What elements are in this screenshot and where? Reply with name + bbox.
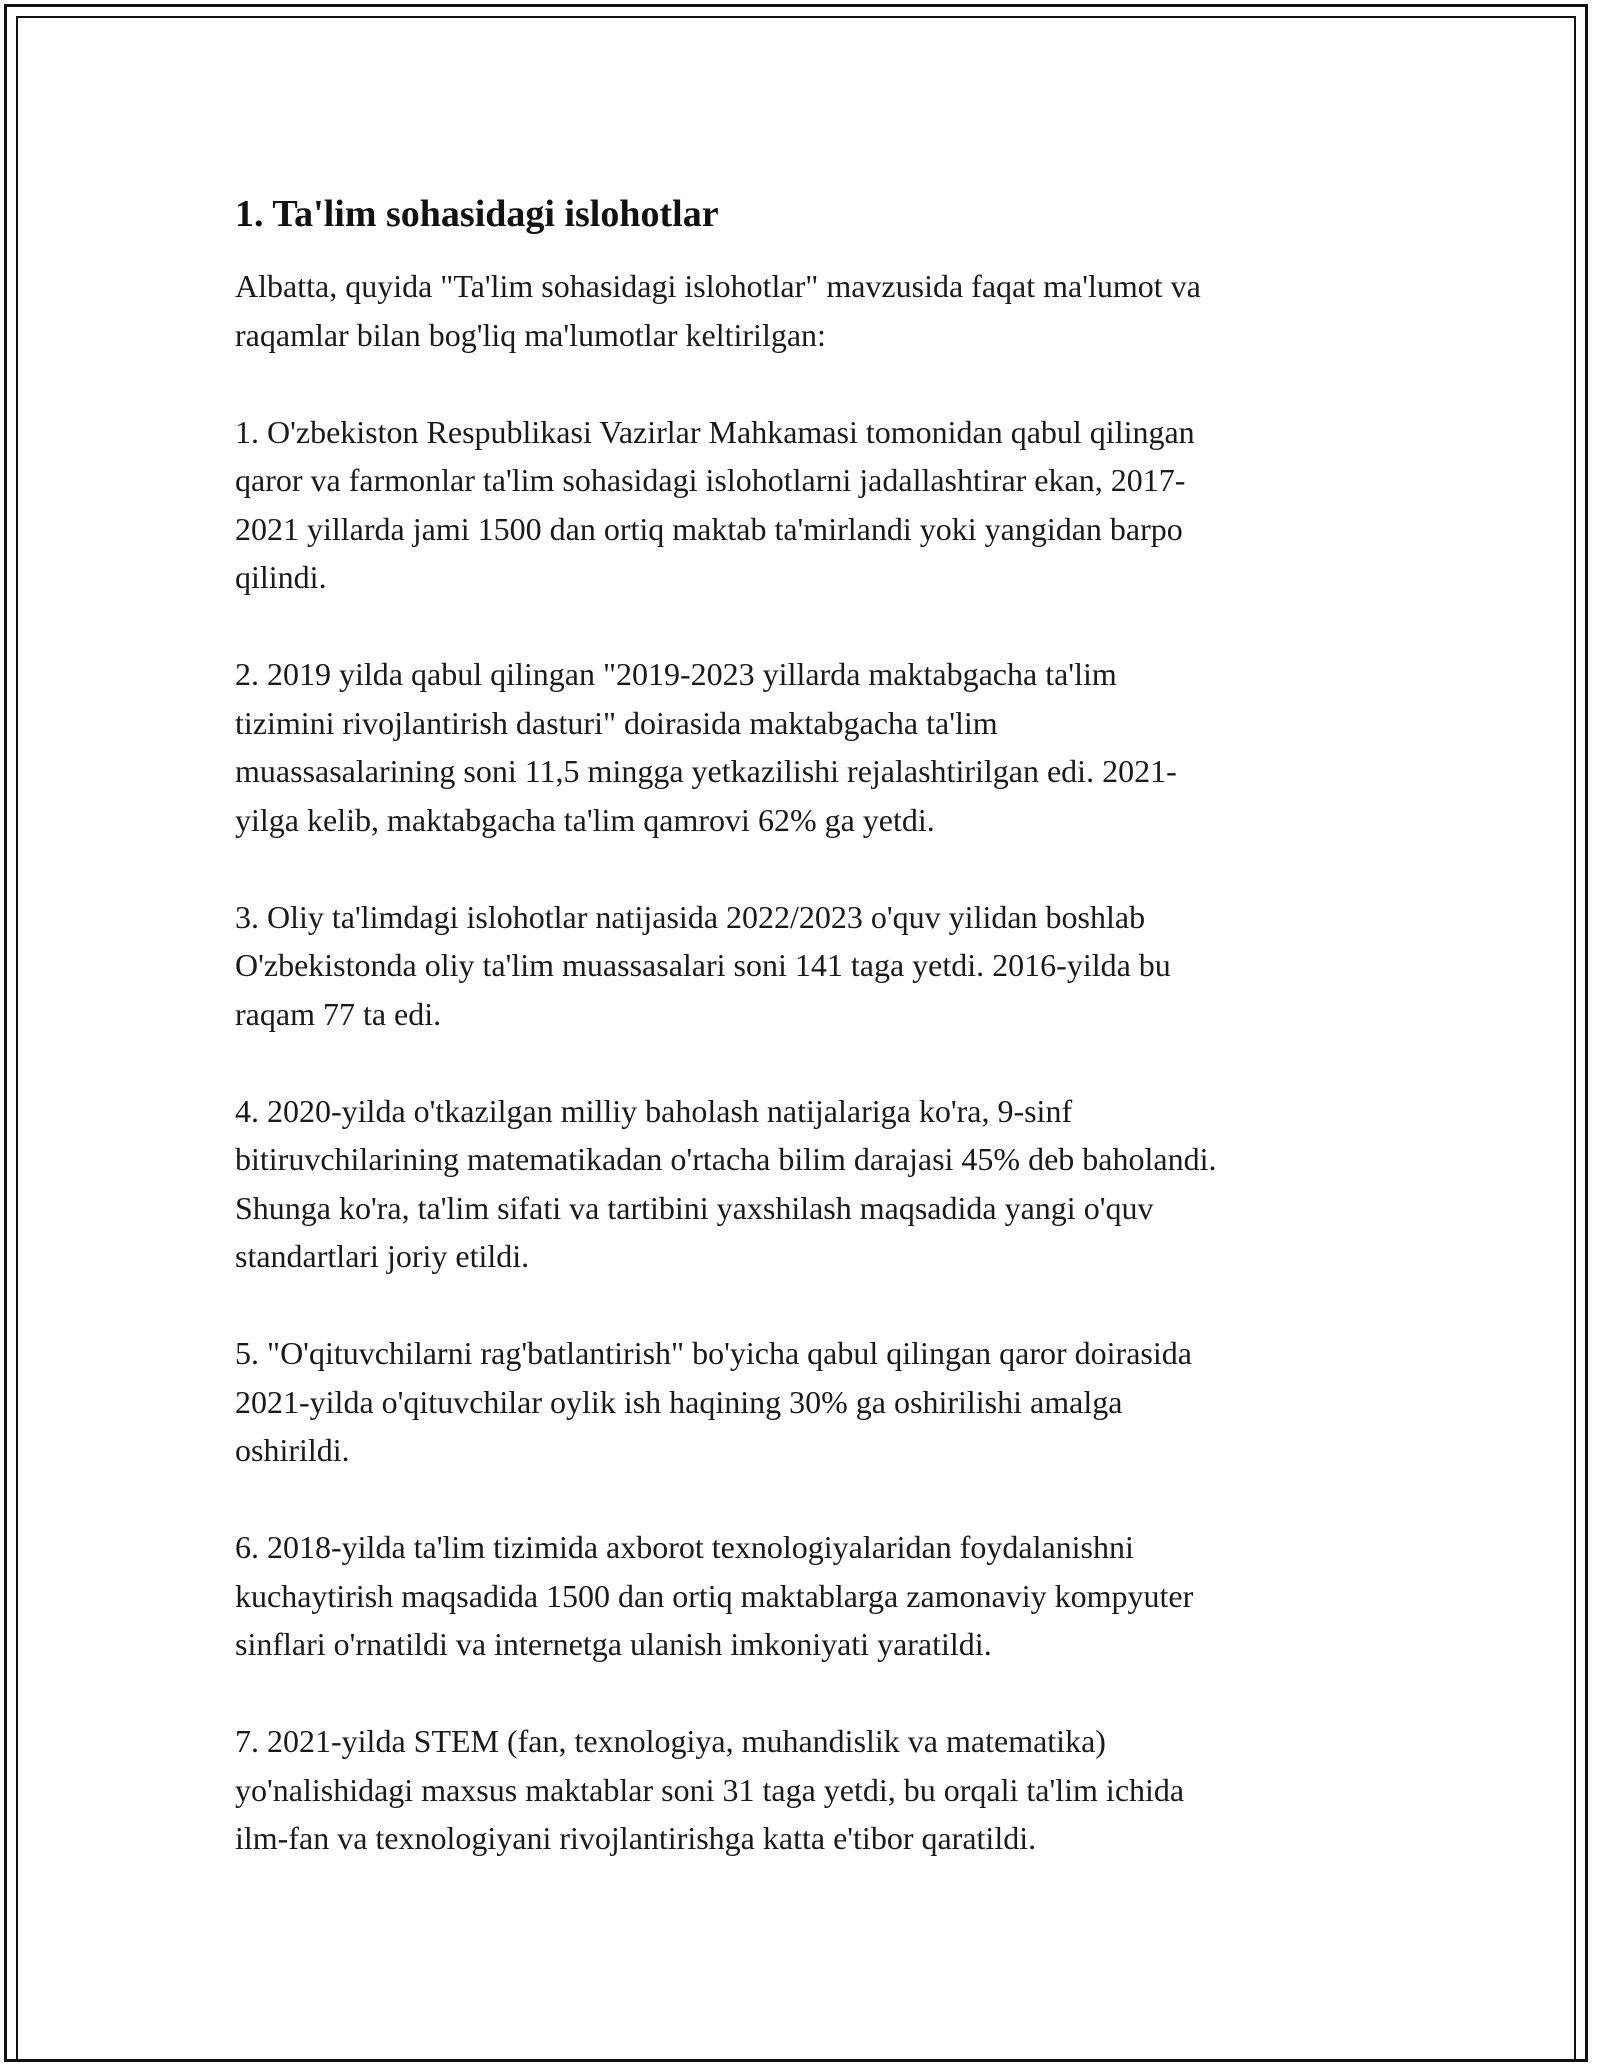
list-item-4: 4. 2020-yilda o'tkazilgan milliy baholash natijalariga ko'ra, 9-sinf bitiruvchilarining matematikadan o'rtacha bilim darajasi 45% deb baholandi. Shunga ko'ra, ta'lim sifati va tartibini yaxshilash maqsadida yangi o'quv standartlari joriy etildi. [235, 1092, 1217, 1274]
list-item-2: 2. 2019 yilda qabul qilingan "2019-2023 yillarda maktabgacha ta'lim tizimini rivojlantirish dasturi" doirasida maktabgacha ta'lim muassasalarining soni 11,5 mingga yetkazilishi rejalashtirilgan edi. 2021- yilga kelib, maktabgacha ta'lim qamrovi 62% ga yetdi. [235, 656, 1177, 838]
list-item-1: 1. O'zbekiston Respublikasi Vazirlar Mahkamasi tomonidan qabul qilingan qaror va farmonlar ta'lim sohasidagi islohotlarni jadallashtirar ekan, 2017- 2021 yillarda jami 1500 dan ortiq maktab ta'mirlandi yoki yangidan barpo qilindi. [235, 413, 1195, 595]
list-item-3: 3. Oliy ta'limdagi islohotlar natijasida 2022/2023 o'quv yilidan boshlab O'zbekistonda oliy ta'lim muassasalari soni 141 taga yetdi. 2016-yilda bu raqam 77 ta edi. [235, 898, 1171, 1032]
document-body [235, 188, 1385, 1911]
page-title: 1. Ta'lim sohasidagi islohotlar [235, 193, 719, 235]
list-item-6: 6. 2018-yilda ta'lim tizimida axborot texnologiyalaridan foydalanishni kuchaytirish maqsadida 1500 dan ortiq maktablarga zamonaviy kompyuter sinflari o'rnatildi va internetga ulanish imkoniyati yaratildi. [235, 1529, 1194, 1662]
list-item-7: 7. 2021-yilda STEM (fan, texnologiya, muhandislik va matematika) yo'nalishidagi maxsus maktablar soni 31 taga yetdi, bu orqali ta'lim ichida ilm-fan va texnologiyani rivojlantirishga katta e'tibor qaratildi. [235, 1723, 1185, 1856]
intro-paragraph: Albatta, quyida "Ta'lim sohasidagi islohotlar" mavzusida faqat ma'lumot va raqamlar bilan bog'liq ma'lumotlar keltirilgan: [235, 268, 1201, 353]
list-item-5: 5. "O'qituvchilarni rag'batlantirish" bo'yicha qabul qilingan qaror doirasida 2021-yilda o'qituvchilar oylik ish haqining 30% ga oshirilishi amalga oshirildi. [235, 1335, 1192, 1468]
